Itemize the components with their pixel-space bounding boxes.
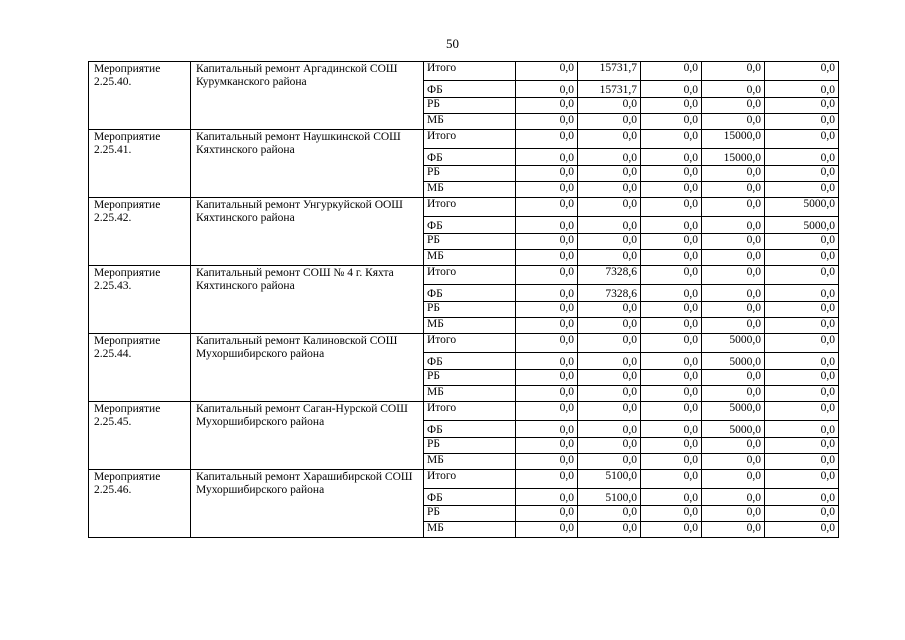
amount-cell: 5000,0 <box>765 198 839 217</box>
amount-cell: 5000,0 <box>702 421 765 438</box>
amount-cell: 0,0 <box>641 166 702 182</box>
measure-code: 2.25.43. <box>94 280 132 292</box>
measure-code: 2.25.45. <box>94 416 132 428</box>
amount-cell: 5000,0 <box>702 334 765 353</box>
amount-cell: 0,0 <box>702 470 765 489</box>
amount-cell: 0,0 <box>702 370 765 386</box>
amount-cell: 0,0 <box>578 421 641 438</box>
funding-source: ФБ <box>424 81 516 98</box>
amount-cell: 0,0 <box>578 318 641 334</box>
amount-cell: 0,0 <box>516 370 578 386</box>
measure-description: Капитальный ремонт Унгуркуйской ООШ Кяхтинского района <box>191 198 424 266</box>
amount-cell: 0,0 <box>765 402 839 421</box>
amount-cell: 0,0 <box>765 149 839 166</box>
amount-cell: 0,0 <box>641 370 702 386</box>
amount-cell: 0,0 <box>765 182 839 198</box>
amount-cell: 15000,0 <box>702 130 765 149</box>
amount-cell: 0,0 <box>641 402 702 421</box>
amount-cell: 0,0 <box>641 454 702 470</box>
amount-cell: 0,0 <box>516 470 578 489</box>
amount-cell: 0,0 <box>702 98 765 114</box>
measure-description: Капитальный ремонт СОШ № 4 г. Кяхта Кяхтинского района <box>191 266 424 334</box>
amount-cell: 5100,0 <box>578 470 641 489</box>
measure-label-cell <box>89 130 191 198</box>
amount-cell: 0,0 <box>641 285 702 302</box>
budget-table-body <box>89 62 839 538</box>
funding-source: РБ <box>424 98 516 114</box>
amount-cell: 0,0 <box>765 370 839 386</box>
amount-cell: 0,0 <box>516 250 578 266</box>
amount-cell: 15731,7 <box>578 81 641 98</box>
amount-cell: 0,0 <box>765 353 839 370</box>
amount-cell: 0,0 <box>516 266 578 285</box>
amount-cell: 0,0 <box>641 198 702 217</box>
amount-cell: 5000,0 <box>702 353 765 370</box>
amount-cell: 0,0 <box>702 266 765 285</box>
amount-cell: 0,0 <box>702 62 765 81</box>
measure-label: Мероприятие <box>94 403 161 415</box>
measure-label-cell <box>89 198 191 266</box>
measure-label-cell <box>89 402 191 470</box>
amount-cell: 0,0 <box>578 402 641 421</box>
amount-cell: 0,0 <box>765 114 839 130</box>
amount-cell: 0,0 <box>702 166 765 182</box>
table-row <box>89 130 839 149</box>
amount-cell: 0,0 <box>516 62 578 81</box>
amount-cell: 0,0 <box>641 98 702 114</box>
funding-source: Итого <box>424 198 516 217</box>
amount-cell: 0,0 <box>765 470 839 489</box>
amount-cell: 0,0 <box>516 334 578 353</box>
funding-source: Итого <box>424 266 516 285</box>
amount-cell: 0,0 <box>765 234 839 250</box>
funding-source: РБ <box>424 302 516 318</box>
amount-cell: 0,0 <box>641 506 702 522</box>
amount-cell: 0,0 <box>702 234 765 250</box>
measure-description: Капитальный ремонт Саган-Нурской СОШ Мухоршибирского района <box>191 402 424 470</box>
amount-cell: 0,0 <box>702 522 765 538</box>
funding-source: ФБ <box>424 421 516 438</box>
amount-cell: 0,0 <box>702 386 765 402</box>
amount-cell: 0,0 <box>641 438 702 454</box>
amount-cell: 0,0 <box>516 318 578 334</box>
amount-cell: 0,0 <box>641 489 702 506</box>
amount-cell: 0,0 <box>765 81 839 98</box>
table-row <box>89 198 839 217</box>
amount-cell: 0,0 <box>702 454 765 470</box>
measure-code: 2.25.40. <box>94 76 132 88</box>
amount-cell: 0,0 <box>765 166 839 182</box>
amount-cell: 0,0 <box>516 234 578 250</box>
amount-cell: 0,0 <box>765 438 839 454</box>
amount-cell: 0,0 <box>578 522 641 538</box>
funding-source: ФБ <box>424 353 516 370</box>
funding-source: Итого <box>424 402 516 421</box>
amount-cell: 0,0 <box>765 130 839 149</box>
amount-cell: 0,0 <box>578 302 641 318</box>
amount-cell: 5000,0 <box>702 402 765 421</box>
amount-cell: 0,0 <box>516 506 578 522</box>
amount-cell: 0,0 <box>765 318 839 334</box>
funding-source: ФБ <box>424 149 516 166</box>
measure-label: Мероприятие <box>94 199 161 211</box>
amount-cell: 0,0 <box>578 250 641 266</box>
amount-cell: 0,0 <box>641 62 702 81</box>
table-row <box>89 62 839 81</box>
amount-cell: 0,0 <box>578 198 641 217</box>
amount-cell: 0,0 <box>702 438 765 454</box>
amount-cell: 0,0 <box>516 130 578 149</box>
amount-cell: 0,0 <box>641 421 702 438</box>
amount-cell: 0,0 <box>702 489 765 506</box>
measure-code: 2.25.41. <box>94 144 132 156</box>
measure-description: Капитальный ремонт Наушкинской СОШ Кяхтинского района <box>191 130 424 198</box>
amount-cell: 0,0 <box>516 114 578 130</box>
table-row <box>89 470 839 489</box>
table-row <box>89 402 839 421</box>
amount-cell: 0,0 <box>578 370 641 386</box>
amount-cell: 0,0 <box>516 489 578 506</box>
amount-cell: 0,0 <box>516 421 578 438</box>
amount-cell: 0,0 <box>516 386 578 402</box>
amount-cell: 7328,6 <box>578 266 641 285</box>
amount-cell: 0,0 <box>578 182 641 198</box>
measure-label: Мероприятие <box>94 471 161 483</box>
amount-cell: 0,0 <box>578 234 641 250</box>
measure-code: 2.25.42. <box>94 212 132 224</box>
amount-cell: 0,0 <box>641 353 702 370</box>
funding-source: РБ <box>424 506 516 522</box>
measure-label: Мероприятие <box>94 335 161 347</box>
table-row <box>89 266 839 285</box>
amount-cell: 0,0 <box>765 506 839 522</box>
amount-cell: 15731,7 <box>578 62 641 81</box>
amount-cell: 0,0 <box>765 250 839 266</box>
amount-cell: 0,0 <box>516 149 578 166</box>
amount-cell: 0,0 <box>578 114 641 130</box>
amount-cell: 0,0 <box>578 334 641 353</box>
amount-cell: 0,0 <box>641 302 702 318</box>
measure-code: 2.25.44. <box>94 348 132 360</box>
amount-cell: 7328,6 <box>578 285 641 302</box>
amount-cell: 0,0 <box>516 166 578 182</box>
amount-cell: 0,0 <box>641 318 702 334</box>
amount-cell: 0,0 <box>765 285 839 302</box>
amount-cell: 0,0 <box>641 149 702 166</box>
amount-cell: 0,0 <box>765 98 839 114</box>
funding-source: ФБ <box>424 285 516 302</box>
funding-source: МБ <box>424 386 516 402</box>
funding-source: Итого <box>424 62 516 81</box>
amount-cell: 0,0 <box>702 250 765 266</box>
funding-source: РБ <box>424 166 516 182</box>
amount-cell: 0,0 <box>765 266 839 285</box>
measure-code: 2.25.46. <box>94 484 132 496</box>
amount-cell: 0,0 <box>702 81 765 98</box>
amount-cell: 0,0 <box>765 489 839 506</box>
funding-source: МБ <box>424 182 516 198</box>
amount-cell: 0,0 <box>516 454 578 470</box>
funding-source: ФБ <box>424 217 516 234</box>
amount-cell: 0,0 <box>702 506 765 522</box>
funding-source: Итого <box>424 130 516 149</box>
amount-cell: 0,0 <box>516 198 578 217</box>
amount-cell: 0,0 <box>516 353 578 370</box>
amount-cell: 0,0 <box>765 302 839 318</box>
amount-cell: 0,0 <box>578 217 641 234</box>
measure-label-cell <box>89 470 191 538</box>
funding-source: Итого <box>424 470 516 489</box>
amount-cell: 0,0 <box>702 318 765 334</box>
amount-cell: 0,0 <box>765 334 839 353</box>
amount-cell: 0,0 <box>516 81 578 98</box>
amount-cell: 0,0 <box>516 522 578 538</box>
amount-cell: 0,0 <box>578 353 641 370</box>
amount-cell: 0,0 <box>641 217 702 234</box>
measure-label: Мероприятие <box>94 131 161 143</box>
amount-cell: 0,0 <box>516 285 578 302</box>
amount-cell: 0,0 <box>641 522 702 538</box>
funding-source: МБ <box>424 454 516 470</box>
amount-cell: 0,0 <box>702 302 765 318</box>
measure-label-cell <box>89 266 191 334</box>
measure-label: Мероприятие <box>94 63 161 75</box>
measure-description: Капитальный ремонт Харашибирской СОШ Мухоршибирского района <box>191 470 424 538</box>
amount-cell: 0,0 <box>702 217 765 234</box>
amount-cell: 0,0 <box>516 182 578 198</box>
amount-cell: 0,0 <box>702 114 765 130</box>
amount-cell: 0,0 <box>578 506 641 522</box>
measure-description: Капитальный ремонт Калиновской СОШ Мухоршибирского района <box>191 334 424 402</box>
amount-cell: 0,0 <box>641 470 702 489</box>
funding-source: МБ <box>424 522 516 538</box>
amount-cell: 0,0 <box>516 98 578 114</box>
amount-cell: 0,0 <box>641 114 702 130</box>
amount-cell: 0,0 <box>516 217 578 234</box>
amount-cell: 0,0 <box>641 250 702 266</box>
funding-source: МБ <box>424 250 516 266</box>
amount-cell: 0,0 <box>641 234 702 250</box>
amount-cell: 0,0 <box>765 386 839 402</box>
amount-cell: 0,0 <box>641 130 702 149</box>
amount-cell: 0,0 <box>578 166 641 182</box>
amount-cell: 0,0 <box>765 454 839 470</box>
amount-cell: 5000,0 <box>765 217 839 234</box>
funding-source: ФБ <box>424 489 516 506</box>
amount-cell: 0,0 <box>641 182 702 198</box>
amount-cell: 0,0 <box>641 334 702 353</box>
amount-cell: 0,0 <box>578 98 641 114</box>
amount-cell: 0,0 <box>765 62 839 81</box>
funding-source: РБ <box>424 370 516 386</box>
amount-cell: 0,0 <box>516 302 578 318</box>
amount-cell: 5100,0 <box>578 489 641 506</box>
funding-source: РБ <box>424 234 516 250</box>
funding-source: РБ <box>424 438 516 454</box>
measure-label: Мероприятие <box>94 267 161 279</box>
amount-cell: 0,0 <box>641 266 702 285</box>
amount-cell: 0,0 <box>641 81 702 98</box>
measure-label-cell <box>89 62 191 130</box>
funding-source: Итого <box>424 334 516 353</box>
amount-cell: 0,0 <box>578 454 641 470</box>
amount-cell: 0,0 <box>702 182 765 198</box>
amount-cell: 0,0 <box>641 386 702 402</box>
funding-source: МБ <box>424 318 516 334</box>
funding-source: МБ <box>424 114 516 130</box>
amount-cell: 15000,0 <box>702 149 765 166</box>
amount-cell: 0,0 <box>578 149 641 166</box>
amount-cell: 0,0 <box>702 285 765 302</box>
amount-cell: 0,0 <box>578 438 641 454</box>
amount-cell: 0,0 <box>765 421 839 438</box>
budget-table <box>88 61 839 538</box>
amount-cell: 0,0 <box>578 130 641 149</box>
amount-cell: 0,0 <box>702 198 765 217</box>
amount-cell: 0,0 <box>516 438 578 454</box>
measure-description: Капитальный ремонт Аргадинской СОШ Курумканского района <box>191 62 424 130</box>
amount-cell: 0,0 <box>765 522 839 538</box>
amount-cell: 0,0 <box>578 386 641 402</box>
table-row <box>89 334 839 353</box>
amount-cell: 0,0 <box>516 402 578 421</box>
measure-label-cell <box>89 334 191 402</box>
page-number: 50 <box>446 36 459 51</box>
